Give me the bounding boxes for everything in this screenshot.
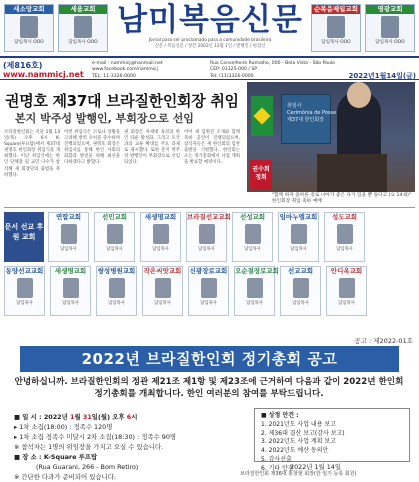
meeting-place: ■ 장 소 : K-Square 루프탑 (14, 453, 98, 461)
newspaper-logo (115, 2, 305, 50)
time-day: 31 (82, 413, 92, 421)
pastor-photo (63, 278, 79, 298)
ad-right-1[interactable] (311, 4, 361, 52)
church-name: 새생명교회 (144, 213, 177, 221)
screen-line: 제37대 한인회장 (287, 117, 324, 123)
issue-date: 2022년1월14일(금) (348, 72, 416, 80)
masthead (0, 0, 419, 56)
pastor-photo (245, 224, 261, 244)
headline-subtitle: 본지 박주성 발행인, 부회장으로 선임 (15, 112, 194, 125)
time-label: ■ 일 시 : 2022년 (14, 413, 71, 421)
photo-badge: 권수회 정회 (250, 160, 272, 190)
church-sub: 담임목사 (60, 247, 77, 252)
address-line: CEP: 01325-000 / SP (210, 67, 258, 73)
pastor-photo (247, 278, 263, 298)
notice-number: 공고 : 제2022-01호 (354, 337, 413, 345)
agenda-item: 1. 2021년도 사업 내용 보고 (261, 420, 336, 428)
directory-cell[interactable] (142, 266, 183, 316)
church-name: 임마누엘교회 (279, 213, 318, 221)
meeting-address: (Rua Guarani, 266 - Bom Retiro) (36, 463, 139, 471)
church-sub: 담임목사 (338, 301, 355, 306)
directory-cell[interactable] (50, 266, 91, 316)
podium (317, 154, 387, 192)
time-hour: 6 (126, 413, 132, 421)
notice-title: 2022년 브라질한인회 정기총회 공고 (20, 346, 399, 372)
ad-title: 세움교회 (59, 5, 107, 14)
ad-sub: 담임목사 OOO (14, 40, 44, 45)
refreshment-note: ※ 간단한 다과가 준비되어 있습니다. (14, 473, 116, 481)
pastor-photo (291, 224, 307, 244)
pastor-photo (107, 224, 123, 244)
agenda-item: 5. 감사선출 (261, 455, 292, 463)
church-sub: 담임목사 (106, 247, 123, 252)
photo-caption: "함께 하자 올바른 길로 나아가 좋은 다가 있을 뿐 돌다고 (요 14:6)" 한인회장 취임 축하 예배 (272, 193, 412, 205)
church-name: 연합교회 (55, 213, 82, 221)
church-sub: 담임목사 (200, 301, 217, 306)
screen-text (287, 103, 336, 124)
directory-cell[interactable] (324, 212, 365, 262)
address-line: Rua Conselheiro Ramalho, 000 - Bela Vista - São Paulo (210, 61, 335, 66)
church-sub: 담임목사 (292, 301, 309, 306)
church-name: 쌍성병원교회 (97, 267, 136, 275)
meeting-time (14, 412, 244, 422)
website-link[interactable]: www.nammicj.net (3, 70, 84, 79)
info-bar (0, 56, 419, 80)
directory-cell[interactable] (94, 212, 135, 262)
directory-cell[interactable] (186, 212, 231, 262)
church-directory (4, 207, 415, 333)
church-name: 선성교회 (239, 213, 266, 221)
speaker-head (347, 82, 371, 108)
pastor-photo (337, 224, 353, 244)
church-name: 작은씨앗교회 (143, 267, 182, 275)
ad-sub: 담임목사 OOO (68, 40, 98, 45)
newspaper-sub: 신문 / 복음신문 / 창간 2003년 12월 1일 / 발행인 / 편집인 (154, 44, 266, 49)
ad-title: 영광교회 (366, 5, 414, 14)
story-column: 이어 새 임원진 소개와 함께 축하 공연이 진행되었으며, 참석자들은 새 한인회의 힘찬 출발을 기원했다. 한인회는 오는 정기총회에서 사업 계획을 발표할 예정이다. (184, 130, 240, 166)
screen-line: 취임사 (287, 103, 302, 109)
church-sub: 담임목사 (16, 301, 33, 306)
issue-number: (제816호) (3, 61, 43, 70)
church-name: 오순절장로교회 (235, 267, 279, 275)
story-column: 권 회장은 차세대 육성과 한인 타운 활성화, 그리고 모국과의 교류 확대를 주요 과제로 제시했다. 또한 본지 박주성 발행인이 부회장으로 선임되었다. (124, 130, 180, 166)
time-end: 시 (131, 413, 138, 421)
ad-right-2[interactable] (365, 4, 415, 52)
agenda-item: 4. 2022년도 예산 동의안 (261, 447, 329, 455)
directory-cell[interactable] (326, 266, 367, 316)
church-sub: 담임목사 (108, 301, 125, 306)
signature-lines (240, 470, 356, 477)
pastor-photo (293, 278, 309, 298)
directory-cell[interactable] (48, 212, 89, 262)
directory-cell[interactable] (278, 212, 319, 262)
ad-sub: 담임목사 OOO (321, 40, 351, 45)
newspaper-tagline: Jornal para ser proclamado para a comunidade brasileira (148, 38, 272, 43)
directory-cell[interactable] (96, 266, 137, 316)
church-name: 성도교회 (331, 213, 358, 221)
directory-cell[interactable] (140, 212, 181, 262)
notice-details (14, 412, 244, 482)
agenda-header: ■ 상정 안건 : (261, 412, 299, 419)
address-info (210, 61, 335, 80)
time-month: 1 (70, 413, 75, 421)
time-mid: 월 (74, 413, 83, 421)
pastor-photo (199, 224, 215, 244)
pastor-photo (201, 278, 217, 298)
pastor-photo (339, 278, 355, 298)
contact-line: TEL: 11-3326-0000 (92, 73, 136, 79)
church-name: 신광장로교회 (189, 267, 228, 275)
quorum-line-2: ▸ 1차 소집 정족수 미달시 2차 소집(18:30) : 정족수 90명 (14, 433, 177, 441)
church-sub: 담임목사 (336, 247, 353, 252)
ad-photo (20, 16, 38, 38)
ad-photo (74, 16, 92, 38)
church-name: 동양선교교회 (5, 267, 44, 275)
ad-sub: 담임목사 OOO (375, 40, 405, 45)
church-sub: 담임목사 (62, 301, 79, 306)
headline-title[interactable]: 권명호 제37대 브라질한인회장 취임 (5, 92, 239, 110)
church-sub: 담임목사 (152, 247, 169, 252)
church-name: 선민교회 (101, 213, 128, 221)
pastor-photo (17, 278, 33, 298)
proxy-note: ※ 참석자는 1명의 위임장을 가지고 오실 수 있습니다. (14, 443, 164, 451)
directory-cell[interactable] (234, 266, 279, 316)
ad-photo (327, 16, 345, 38)
notice-intro: 안녕하십니까. 브라질한인회의 정관 제21조 제1항 및 제23조에 근거하여 다음과 같이 2022년 한인회 정기총회를 개최합니다. 한인 여러분의 참여를 부탁드립니다. (14, 377, 404, 399)
sign-date: 2022년 1월 14일 (290, 463, 342, 471)
pastor-photo (153, 224, 169, 244)
pastor-photo (109, 278, 125, 298)
newspaper-name: 남미복음신문 (117, 2, 303, 38)
screen-line: Cerimônia de Posse (287, 110, 337, 116)
signature-line: 브라질한인회 제36대 홍창현 회장(한 임기 등록 회원) (240, 471, 357, 477)
ad-left-1[interactable] (4, 4, 54, 52)
ad-title: 새소망교회 (5, 5, 53, 14)
time-tail: 일(월) 오후 (91, 413, 127, 421)
directory-cell[interactable] (188, 266, 229, 316)
contact-line[interactable]: e-mail : nammicj@hanmail.net (92, 61, 163, 66)
church-sub: 담임목사 (290, 247, 307, 252)
church-name: 안디옥교회 (330, 267, 363, 275)
church-name: 선교교회 (287, 267, 314, 275)
agenda-item: 6. 기타 안건 (261, 464, 294, 472)
address-line: Tel: (11)3326-0000 (210, 73, 254, 79)
brazil-flag-icon (251, 96, 273, 136)
directory-cell[interactable] (232, 212, 273, 262)
ad-photo (381, 16, 399, 38)
church-sub: 담임목사 (244, 247, 261, 252)
church-sub: 담임목사 (246, 301, 263, 306)
ad-left-2[interactable] (58, 4, 108, 52)
church-name: 브라질선교교회 (187, 213, 231, 221)
story-body (4, 130, 240, 180)
agenda-item: 2. 제36대 결산 보고(감사 보고) (261, 429, 345, 437)
agenda-item: 3. 2022년도 사업 계획 보고 (261, 438, 336, 446)
pastor-photo (61, 224, 77, 244)
directory-side-label: 문서 선교 후원 교회 (4, 212, 44, 262)
directory-cell[interactable] (280, 266, 321, 316)
contact-line[interactable]: www.facebook.com/nammicj (92, 67, 158, 73)
story-column: 브라질한인회는 지난 1월 13일(목) 오후 6시 K-Square(루프탑)에서 제37대 권명호 한인회장 취임식을 개최했다. 이날 취임식에는 한인 단체장 및 교민 다수가 참석해 새 회장단의 출범을 축하했다. (4, 130, 60, 178)
projection-screen (281, 94, 337, 144)
pastor-photo (155, 278, 171, 298)
church-sub: 담임목사 (198, 247, 215, 252)
contact-info (92, 61, 163, 80)
ad-title: 순복음제일교회 (312, 5, 360, 14)
story-column: 이번 취임식은 코로나 상황을 고려해 방역 수칙을 준수하며 진행되었으며, 권명호 회장은 취임사를 통해 한인 사회의 화합과 발전을 위해 최선을 다하겠다고 밝혔다. (64, 130, 120, 166)
quorum-line-1: ▸ 1차 소집(18:00) : 정족수 120명 (14, 423, 113, 431)
church-sub: 담임목사 (154, 301, 171, 306)
headline-photo[interactable] (247, 82, 415, 192)
directory-cell[interactable] (4, 266, 45, 316)
church-name: 새생명교회 (54, 267, 87, 275)
